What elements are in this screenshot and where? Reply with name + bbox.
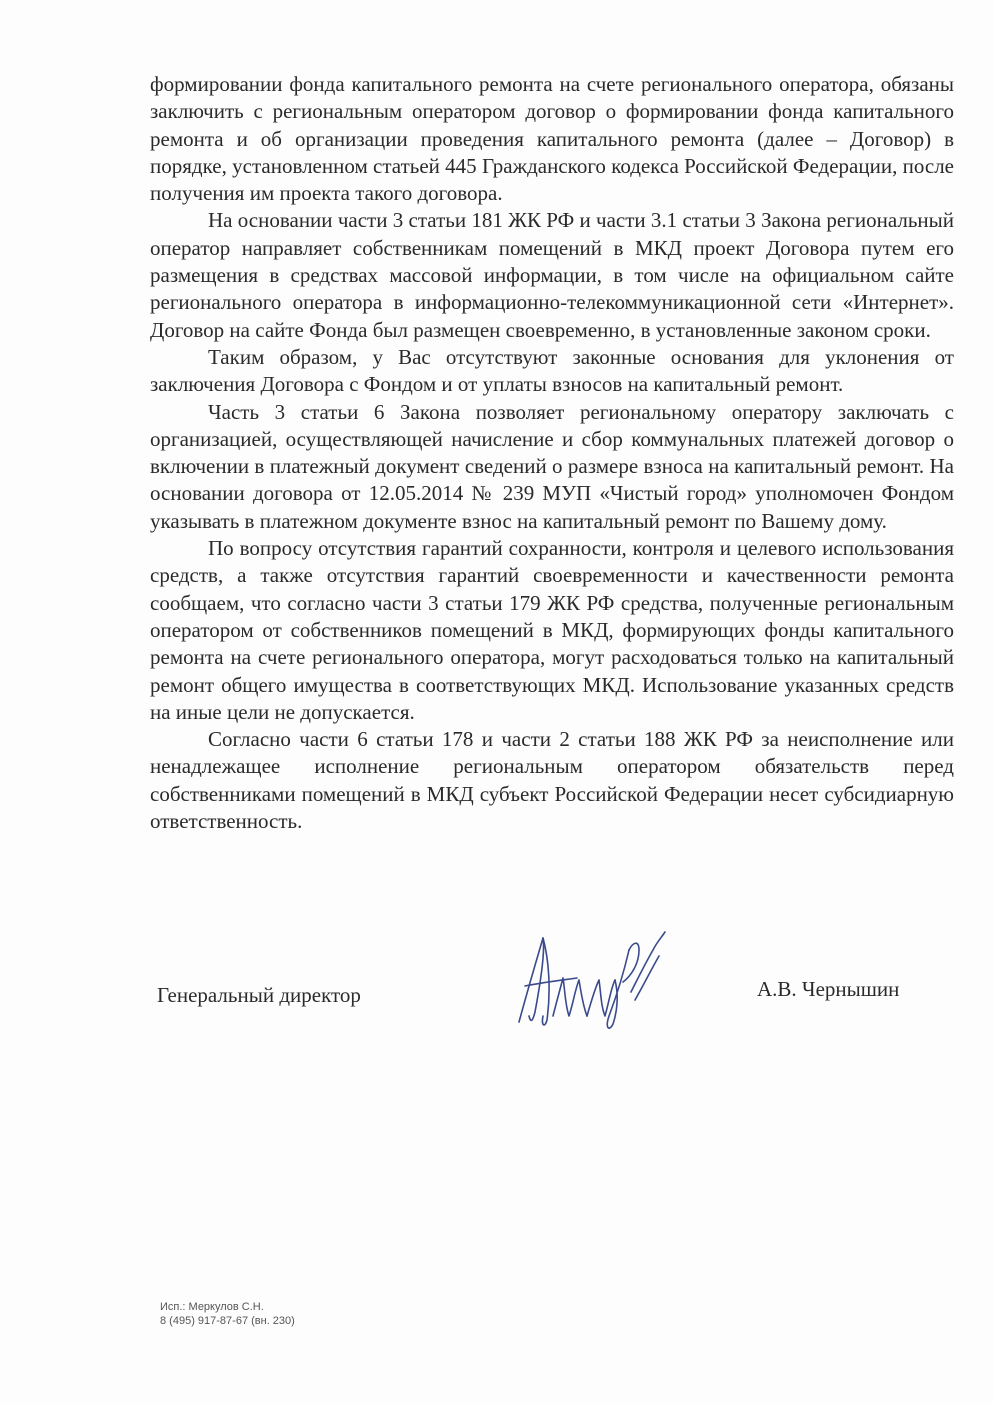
paragraph-conclusion: Таким образом, у Вас отсутствуют законные основания для уклонения от заключения Договора с Фондом и от уплаты взносов на капитальный ремонт. <box>150 344 954 397</box>
paragraph-guarantees: По вопросу отсутствия гарантий сохранности, контроля и целевого использования средств, а также отсутствия гарантий своевременности и качественности ремонта сообщаем, что согласно части 3 статьи 179 ЖК РФ средства, полученные региональным оператором от собственников помещений в МКД, формирующих фонды капитального ремонта на счете регионального оператора, могут расходоваться только на капитальный ремонт общего имущества в соответствующих МКД. Использование указанных средств на иные цели не допускается. <box>150 536 954 724</box>
executor-phone: 8 (495) 917-87-67 (вн. 230) <box>160 1315 295 1327</box>
handwritten-signature <box>505 920 670 1045</box>
letter-body <box>150 71 954 835</box>
paragraph-continuation: формировании фонда капитального ремонта на счете регионального оператора, обязаны заключить с региональным оператором договор о формировании фонда капитального ремонта и об организации проведения капитального ремонта (далее – Договор) в порядке, установленном статьей 445 Гражданского кодекса Российской Федерации, после получения им проекта такого договора. <box>150 72 954 206</box>
executor-name: Исп.: Меркулов С.Н. <box>160 1301 264 1313</box>
signer-name: А.В. Чернышин <box>757 977 900 1001</box>
executor-info <box>160 1300 295 1328</box>
paragraph-publication: На основании части 3 статьи 181 ЖК РФ и части 3.1 статьи 3 Закона региональный оператор направляет собственникам помещений в МКД проект Договора путем его размещения в средствах массовой информации, в том числе на официальном сайте регионального оператора в информационно-телекоммуникационной сети «Интернет». Договор на сайте Фонда был размещен своевременно, в установленные законом сроки. <box>150 208 954 342</box>
paragraph-payment-document: Часть 3 статьи 6 Закона позволяет региональному оператору заключать с организацией, осуществляющей начисление и сбор коммунальных платежей договор о включении в платежный документ сведений о размере взноса на капитальный ремонт. На основании договора от 12.05.2014 № 239 МУП «Чистый город» уполномочен Фондом указывать в платежном документе взнос на капитальный ремонт по Вашему дому. <box>150 399 954 533</box>
signature-block <box>0 920 993 1060</box>
paragraph-liability: Согласно части 6 статьи 178 и части 2 статьи 188 ЖК РФ за неисполнение или ненадлежащее исполнение региональным оператором обязательств перед собственниками помещений в МКД субъект Российской Федерации несет субсидиарную ответственность. <box>150 727 954 834</box>
signer-position: Генеральный директор <box>157 983 361 1007</box>
